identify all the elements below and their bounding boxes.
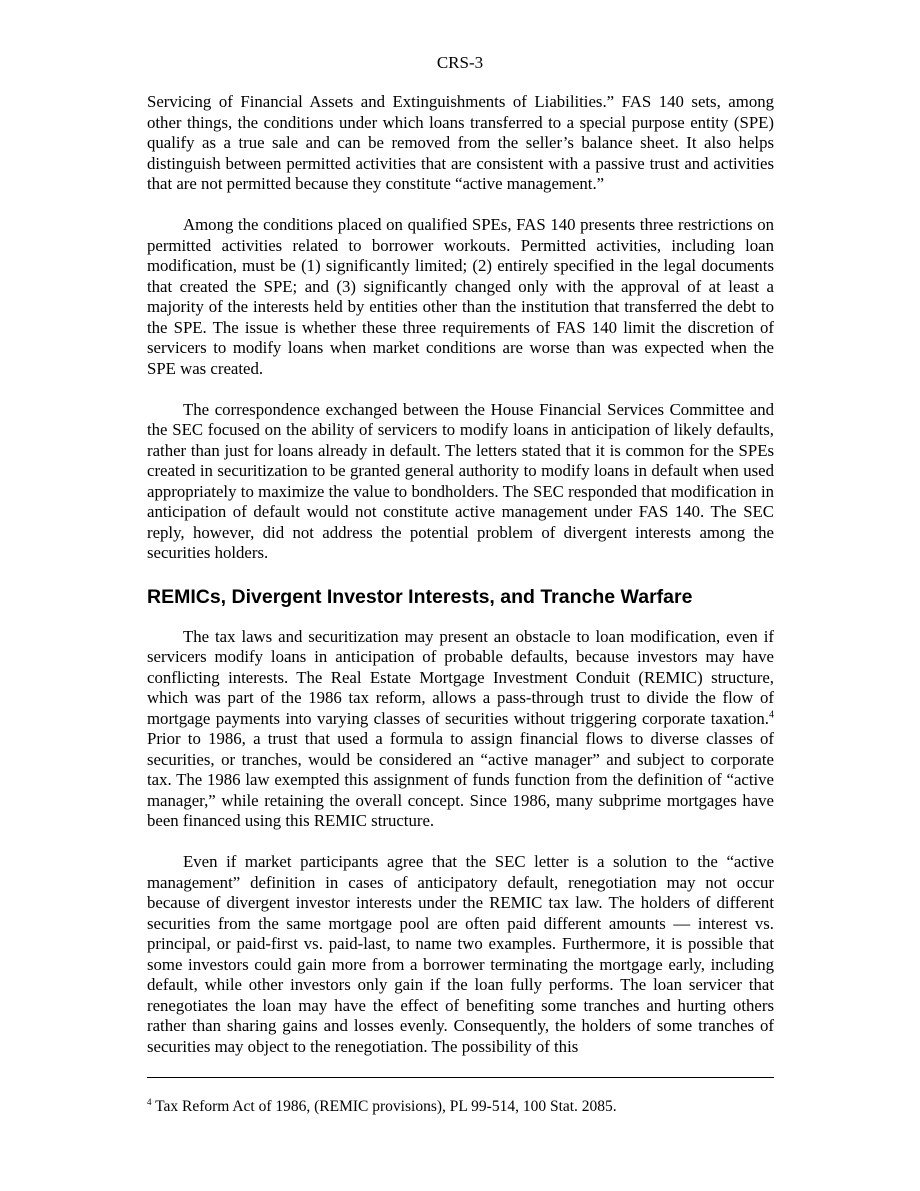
footnote-divider bbox=[147, 1077, 774, 1078]
paragraph-divergent-interests: Even if market participants agree that the SEC letter is a solution to the “active management” definition in cases of anticipatory default, renegotiation may not occur because of divergent investor interests under the REMIC tax law. The holders of different securities from the same mortgage pool are often paid different amounts — interest vs. principal, or paid-first vs. paid-last, to name two examples. Furthermore, it is possible that some investors could gain more from a borrower terminating the mortgage early, including default, while other investors only gain if the loan fully performs. The loan servicer that renegotiates the loan may have the effect of benefiting some tranches and hurting others rather than sharing gains and losses evenly. Consequently, the holders of some tranches of securities may object to the renegotiation. The possibility of this bbox=[147, 852, 774, 1056]
paragraph-text: The tax laws and securitization may present an obstacle to loan modification, even if servicers modify loans in anticipation of probable defaults, because investors may have conflicting interests. The Real Estate Mortgage Investment Conduit (REMIC) structure, which was part of the 1986 tax reform, allows a pass-through trust to divide the flow of mortgage payments into varying classes of securities without triggering corporate taxation. bbox=[147, 626, 774, 728]
section-heading: REMICs, Divergent Investor Interests, and Tranche Warfare bbox=[147, 585, 693, 608]
paragraph-fas140-continuation: Servicing of Financial Assets and Extinguishments of Liabilities.” FAS 140 sets, among other things, the conditions under which loans transferred to a special purpose entity (SPE) qualify as a true sale and can be removed from the seller’s balance sheet. It also helps distinguish between permitted activities that are consistent with a passive trust and activities that are not permitted because they constitute “active management.” bbox=[147, 92, 774, 193]
paragraph-remic-tax-laws bbox=[147, 627, 774, 832]
footnote-number: 4 bbox=[147, 1096, 152, 1107]
footnote-text: Tax Reform Act of 1986, (REMIC provisions), PL 99-514, 100 Stat. 2085. bbox=[151, 1098, 617, 1115]
page-header: CRS-3 bbox=[436, 53, 484, 72]
paragraph-sec-correspondence: The correspondence exchanged between the House Financial Services Committee and the SEC focused on the ability of servicers to modify loans in anticipation of likely defaults, rather than just for loans already in default. The letters stated that it is common for the SPEs created in securitization to be granted general authority to modify loans in default when used appropriately to maximize the value to bondholders. The SEC responded that modification in anticipation of default would not constitute active management under FAS 140. The SEC reply, however, did not address the potential problem of divergent interests among the securities holders. bbox=[147, 399, 774, 562]
footnote bbox=[147, 1097, 774, 1117]
paragraph-spe-conditions: Among the conditions placed on qualified SPEs, FAS 140 presents three restrictions on permitted activities related to borrower workouts. Permitted activities, including loan modification, must be (1) significantly limited; (2) entirely specified in the legal documents that created the SPE; and (3) significantly changed only with the approval of at least a majority of the interests held by entities other than the institution that transferred the debt to the SPE. The issue is whether these three requirements of FAS 140 limit the discretion of servicers to modify loans when market conditions are worse than was expected when the SPE was created. bbox=[147, 215, 774, 378]
paragraph-text: Prior to 1986, a trust that used a formula to assign financial flows to diverse classes of securities, or tranches, would be considered an “active manager” and subject to corporate tax. The 1986 law exempted this assignment of funds function from the definition of “active manager,” while retaining the overall concept. Since 1986, many subprime mortgages have been financed using this REMIC structure. bbox=[147, 729, 774, 830]
document-body bbox=[147, 92, 774, 1057]
footnote-reference: 4 bbox=[769, 708, 774, 720]
